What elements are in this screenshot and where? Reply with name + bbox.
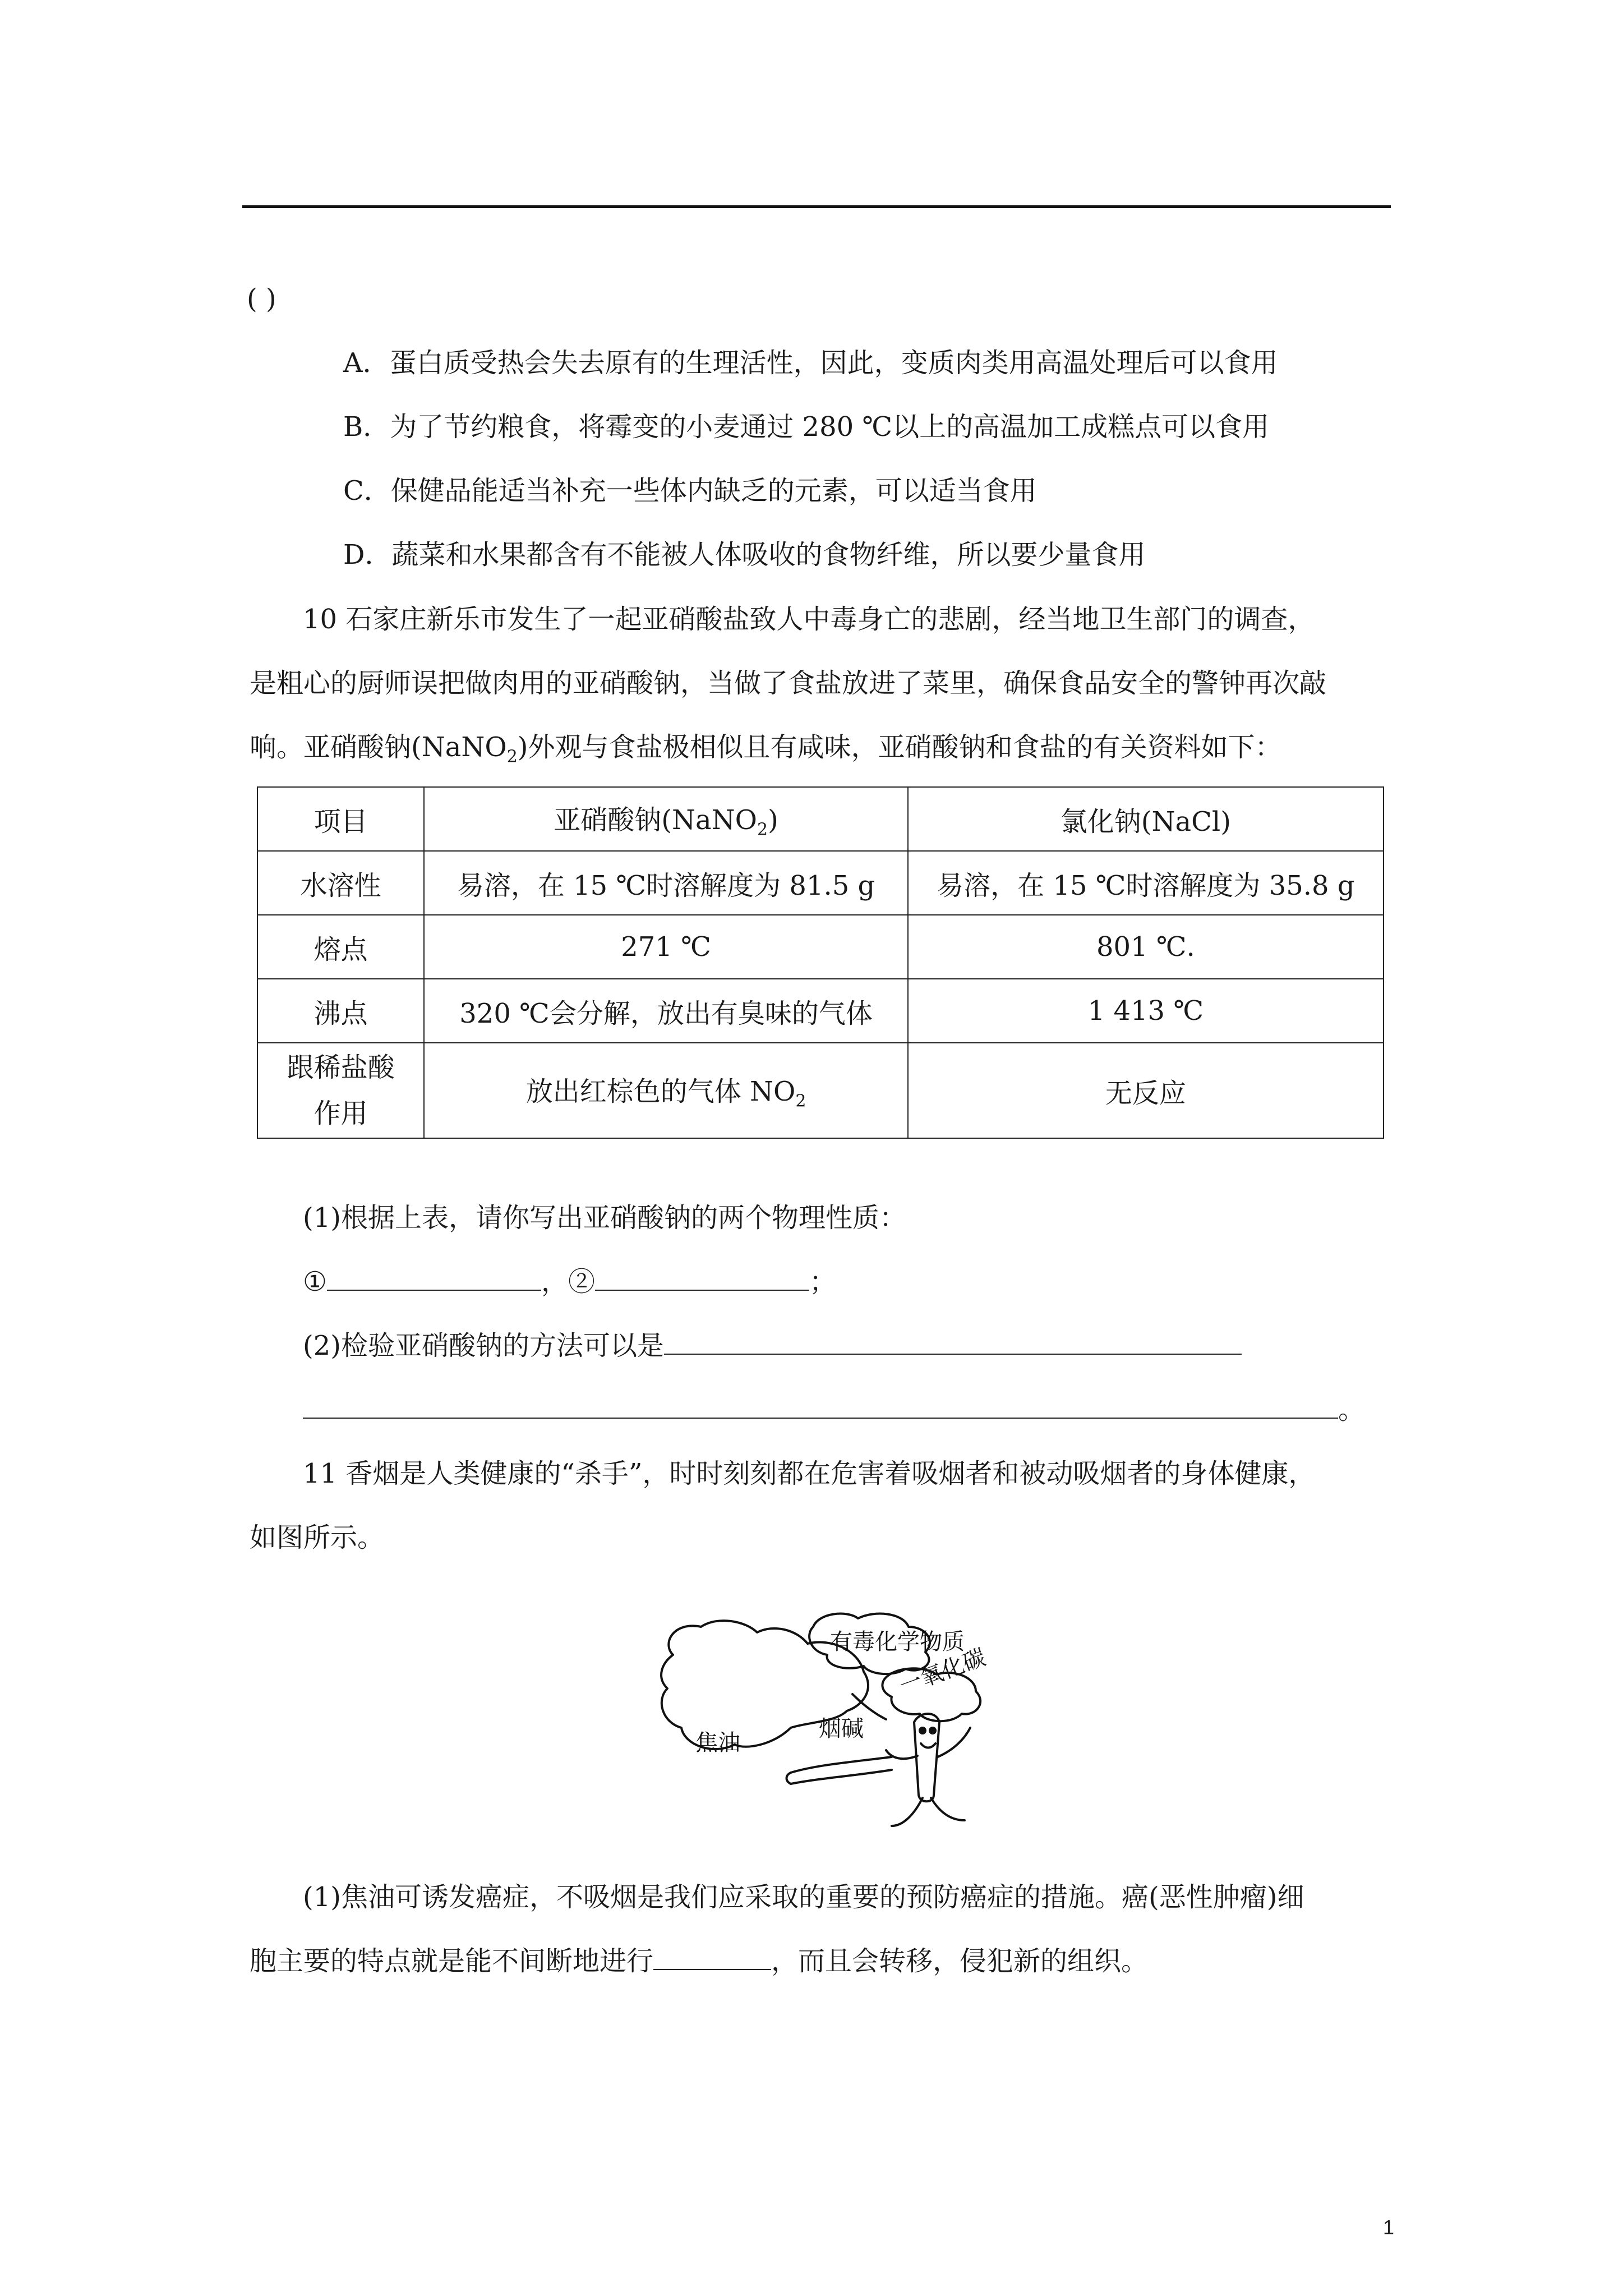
cell-nano2: 320 ℃会分解，放出有臭味的气体	[424, 979, 907, 1043]
q11-sub1-line2: 胞主要的特点就是能不间断地进行 ，而且会转移，侵犯新的组织。	[250, 1945, 1149, 1977]
option-d: D．蔬菜和水果都含有不能被人体吸收的食物纤维，所以要少量食用	[343, 539, 1146, 570]
label-co: 一氧化碳	[896, 1644, 989, 1700]
option-b: B．为了节约粮食，将霉变的小麦通过 280 ℃以上的高温加工成糕点可以食用	[343, 411, 1270, 443]
cell-nacl: 无反应	[908, 1043, 1384, 1138]
answer-blank-4[interactable]	[303, 1393, 1338, 1419]
table-row	[257, 851, 1384, 915]
q10-sub1-blanks: ① ，② ；	[303, 1266, 837, 1297]
q11-line1: 11 香烟是人类健康的“杀手”，时时刻刻都在危害着吸烟者和被动吸烟者的身体健康，	[303, 1458, 1316, 1489]
answer-blank-1[interactable]	[327, 1265, 541, 1291]
answer-blank-2[interactable]	[595, 1265, 809, 1291]
property-table	[257, 786, 1384, 1139]
cell-nano2: 271 ℃	[424, 915, 907, 979]
label-nicotine: 烟碱	[819, 1716, 864, 1742]
table-row	[257, 915, 1384, 979]
q11-sub1-line1: (1)焦油可诱发癌症，不吸烟是我们应采取的重要的预防癌症的措施。癌(恶性肿瘤)细	[303, 1881, 1304, 1913]
label-toxic: 有毒化学物质	[830, 1629, 965, 1655]
cell-nano2: 易溶，在 15 ℃时溶解度为 81.5 g	[424, 851, 907, 915]
row-label: 跟稀盐酸 作用	[257, 1043, 424, 1138]
row-label: 水溶性	[257, 851, 424, 915]
table-header-row	[257, 787, 1384, 851]
header-nano2: 亚硝酸钠(NaNO$_2$)	[424, 787, 907, 851]
q10-line3: 响。亚硝酸钠(NaNO$_2$)外观与食盐极相似且有咸味，亚硝酸钠和食盐的有关资料如下：	[250, 731, 1282, 767]
answer-blank-5[interactable]	[653, 1944, 771, 1970]
cigarette-character-icon	[914, 1714, 939, 1801]
label-tar: 焦油	[695, 1730, 740, 1756]
cell-nacl: 易溶，在 15 ℃时溶解度为 35.8 g	[908, 851, 1384, 915]
page-number: 1	[1382, 2216, 1394, 2239]
header-item: 项目	[257, 787, 424, 851]
q10-line2: 是粗心的厨师误把做肉用的亚硝酸钠，当做了食盐放进了菜里，确保食品安全的警钟再次敲	[250, 668, 1327, 699]
row-label: 熔点	[257, 915, 424, 979]
answer-blank-3[interactable]	[664, 1329, 1242, 1355]
cell-nacl: 1 413 ℃	[908, 979, 1384, 1043]
q10-sub2: (2)检验亚硝酸钠的方法可以是	[303, 1329, 1242, 1363]
smoking-figure	[651, 1610, 998, 1846]
cell-nano2: 放出红棕色的气体 $NO_2$	[424, 1043, 907, 1138]
header-rule	[242, 205, 1391, 208]
option-a: A．蛋白质受热会失去原有的生理活性，因此，变质肉类用高温处理后可以食用	[343, 347, 1278, 379]
answer-bracket: ( )	[247, 283, 276, 315]
q11-line2: 如图所示。	[250, 1522, 385, 1553]
table-row	[257, 1043, 1384, 1138]
q10-sub2-cont: 。	[303, 1393, 1365, 1427]
q10-sub1: (1)根据上表，请你写出亚硝酸钠的两个物理性质：	[303, 1202, 906, 1234]
row-label: 沸点	[257, 979, 424, 1043]
header-nacl: 氯化钠(NaCl)	[908, 787, 1384, 851]
table-row	[257, 979, 1384, 1043]
option-c: C．保健品能适当补充一些体内缺乏的元素，可以适当食用	[343, 475, 1037, 507]
cell-nacl: 801 ℃.	[908, 915, 1384, 979]
q10-line1: 10 石家庄新乐市发生了一起亚硝酸盐致人中毒身亡的悲剧，经当地卫生部门的调查，	[303, 604, 1315, 635]
